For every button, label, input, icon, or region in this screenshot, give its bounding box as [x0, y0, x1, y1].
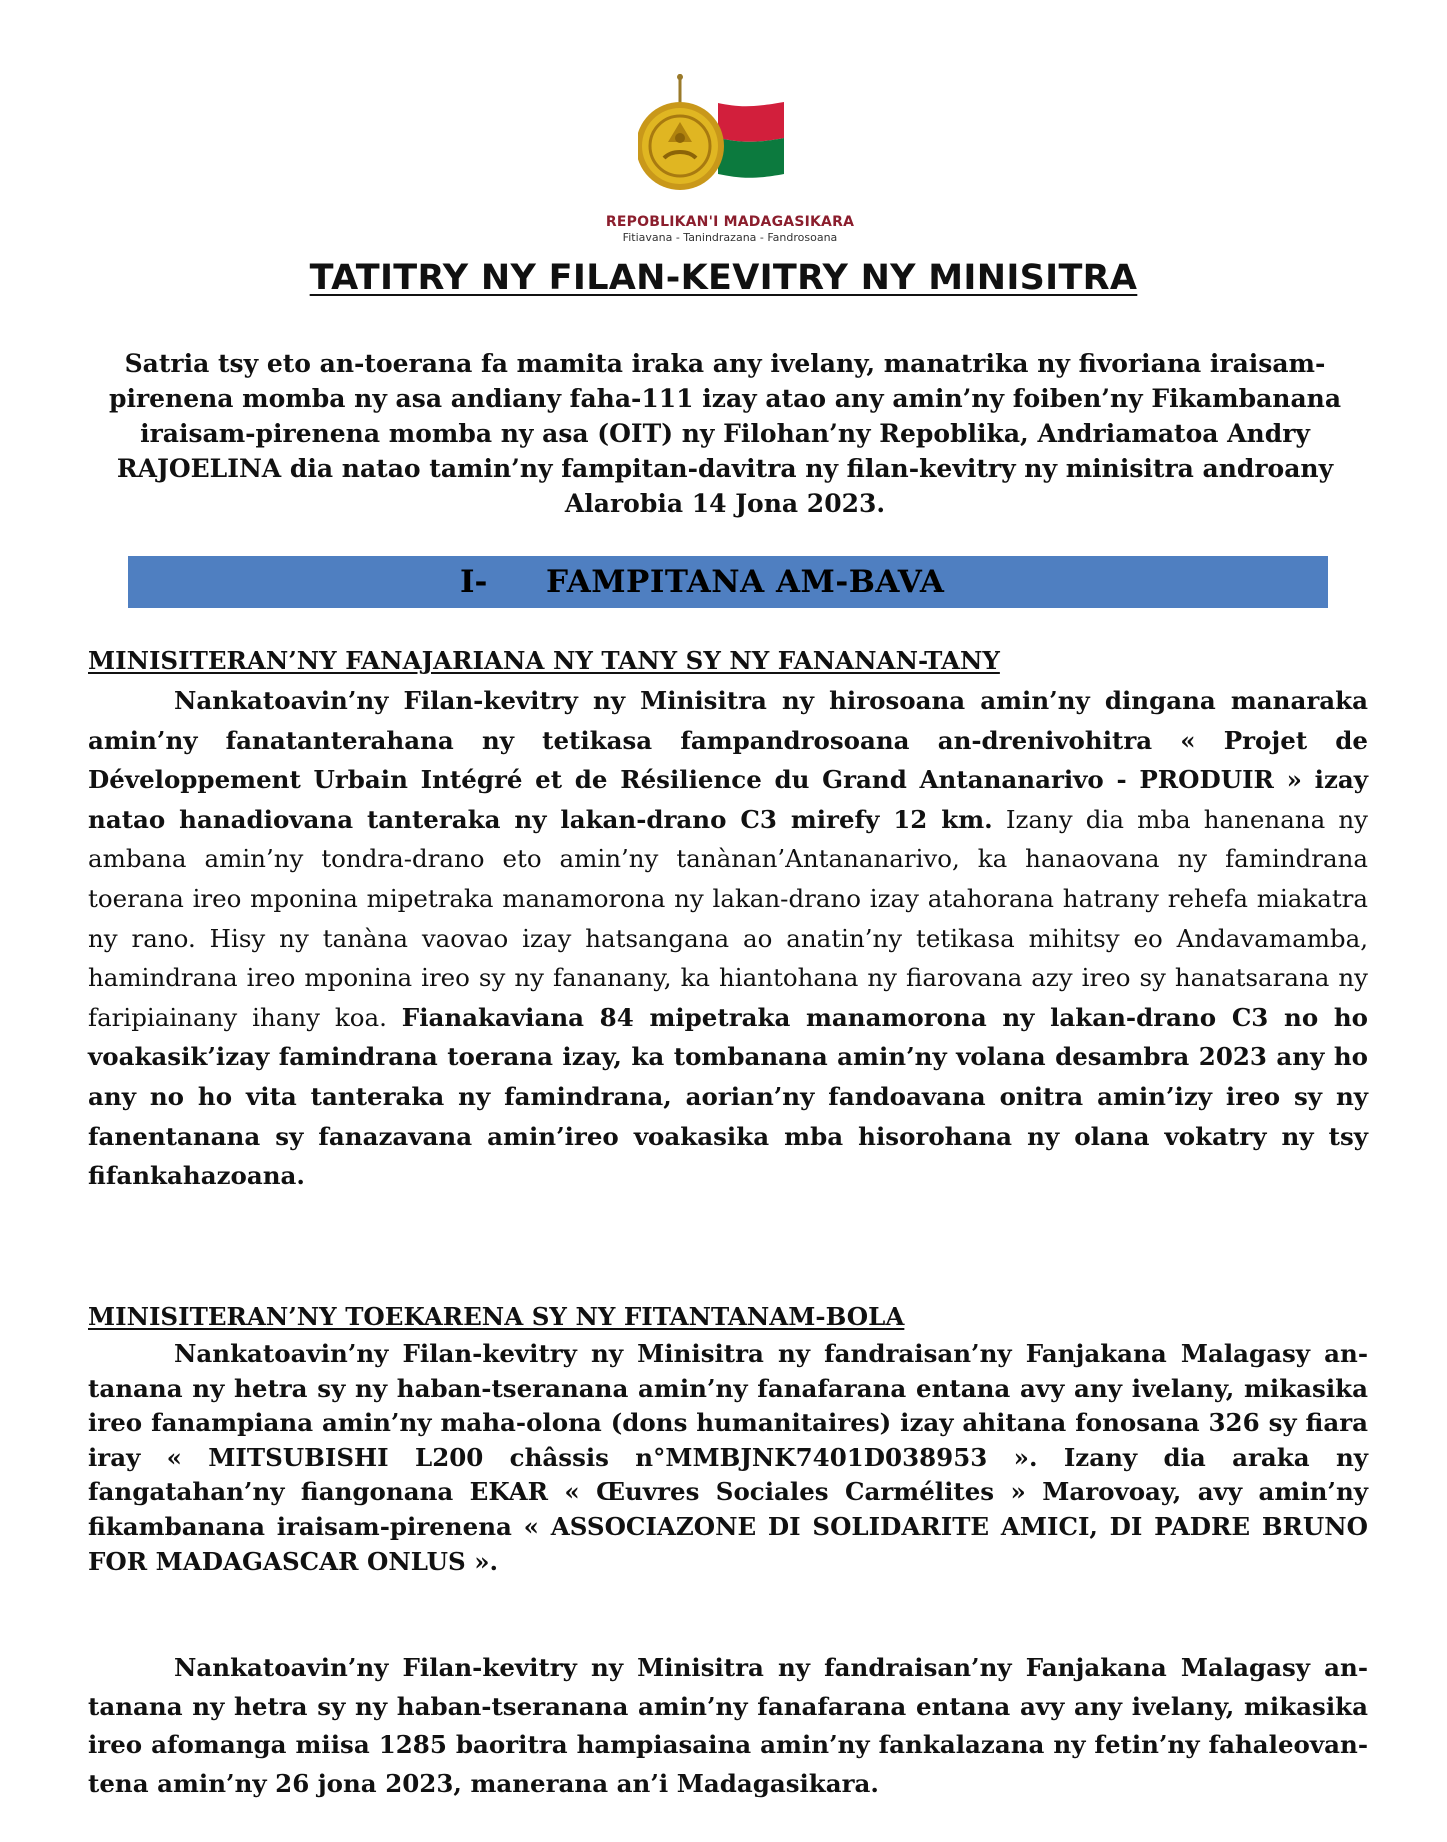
section-number: I- — [460, 564, 488, 600]
ministry-land-paragraph — [88, 681, 1368, 1196]
page-title: TATITRY NY FILAN-KEVITRY NY MINISITRA — [309, 258, 1138, 298]
national-motto: Fitiavana - Tanindrazana - Fandrosoana — [622, 231, 838, 244]
section-header-bar — [128, 556, 1328, 608]
economy-paragraph-1 — [88, 1337, 1368, 1579]
economy-paragraph-2 — [88, 1649, 1368, 1803]
section-title: FAMPITANA AM-BAVA — [546, 564, 945, 600]
intro-paragraph: Satria tsy eto an-toerana fa mamita iraka any ivelany, manatrika ny fivoriana iraisam-pirenena momba ny asa andiany faha-111 izay atao any amin’ny foiben’ny Fikambanana iraisam-pirenena momba ny asa (OIT) ny Filohan’ny Repoblika, Andriamatoa Andry RAJOELINA dia natao tamin’ny fampitan-davitra ny filan-kevitry ny minisitra androany Alarobia 14 Jona 2023. — [108, 349, 1342, 518]
land-paragraph-bold-start: Nankatoavin’ny Filan-kevitry ny Minisitra ny hirosoana amin’ny dingana manaraka amin’ny fanatanterahana ny tetikasa fampandrosoana an-drenivohitra « Projet de Développement Urbain Intégré et de Résilience du Grand Antananarivo - PRODUIR » izay natao hanadiovana tanteraka ny lakan-drano C3 mirefy 12 km. — [88, 686, 1368, 834]
economy-paragraph-2-text: Nankatoavin’ny Filan-kevitry ny Minisitra ny fandraisan’ny Fanjakana Malagasy an-tanana ny hetra sy ny haban-tseranana amin’ny fanafarana entana avy any ivelany, mikasika ireo afomanga miisa 1285 baoritra hampiasaina amin’ny fankalazana ny fetin’ny fahaleovan-tena amin’ny 26 jona 2023, manerana an’i Madagasikara. — [88, 1653, 1368, 1798]
economy-paragraph-1-text: Nankatoavin’ny Filan-kevitry ny Minisitra ny fandraisan’ny Fanjakana Malagasy an-tanana ny hetra sy ny haban-tseranana amin’ny fanafarana entana avy any ivelany, mikasika ireo fanampiana amin’ny maha-olona (dons humanitaires) izay ahitana fonosana 326 sy fiara iray « MITSUBISHI L200 châssis n°MMBJNK7401D038953 ». Izany dia araka ny fangatahan’ny fiangonana EKAR « Œuvres Sociales Carmélites » Marovoay, avy amin’ny fikambanana iraisam-pirenena « ASSOCIAZONE DI SOLIDARITE AMICI, DI PADRE BRUNO FOR MADAGASCAR ONLUS ». — [88, 1339, 1368, 1576]
seal-and-flag-icon — [638, 74, 818, 214]
land-paragraph-bold-end: Fianakaviana 84 mipetraka manamorona ny lakan-drano C3 no ho voakasik’izay famindrana toerana izay, ka tombanana amin’ny volana desambra 2023 any ho any no ho vita tanteraka ny famindrana, aorian’ny fandoavana onitra amin’izy ireo sy ny fanentanana sy fanazavana amin’ireo voakasika mba hisorohana ny olana vokatry ny tsy fifankahazoana. — [88, 1002, 1368, 1191]
ministry-heading-land: MINISITERAN’NY FANAJARIANA NY TANY SY NY FANANAN-TANY — [88, 646, 1000, 675]
country-name: REPOBLIKAN'I MADAGASIKARA — [605, 214, 855, 230]
ministry-heading-economy: MINISITERAN’NY TOEKARENA SY NY FITANTANAM-BOLA — [88, 1302, 905, 1331]
republic-logo — [590, 74, 870, 244]
land-paragraph-body: Izany dia mba hanenana ny ambana amin’ny tondra-drano eto amin’ny tanànan’Antananarivo, ka hanaovana ny famindrana toerana ireo mponina mipetraka manamorona ny lakan-drano izay atahorana hatrany rehefa miakatra ny rano. Hisy ny tanàna vaovao izay hatsangana ao anatin’ny tetikasa mihitsy eo Andavamamba, hamindrana ireo mponina ireo sy ny fananany, ka hiantohana ny fiarovana azy ireo sy hanatsarana ny faripiainany ihany koa. — [88, 804, 1368, 1032]
